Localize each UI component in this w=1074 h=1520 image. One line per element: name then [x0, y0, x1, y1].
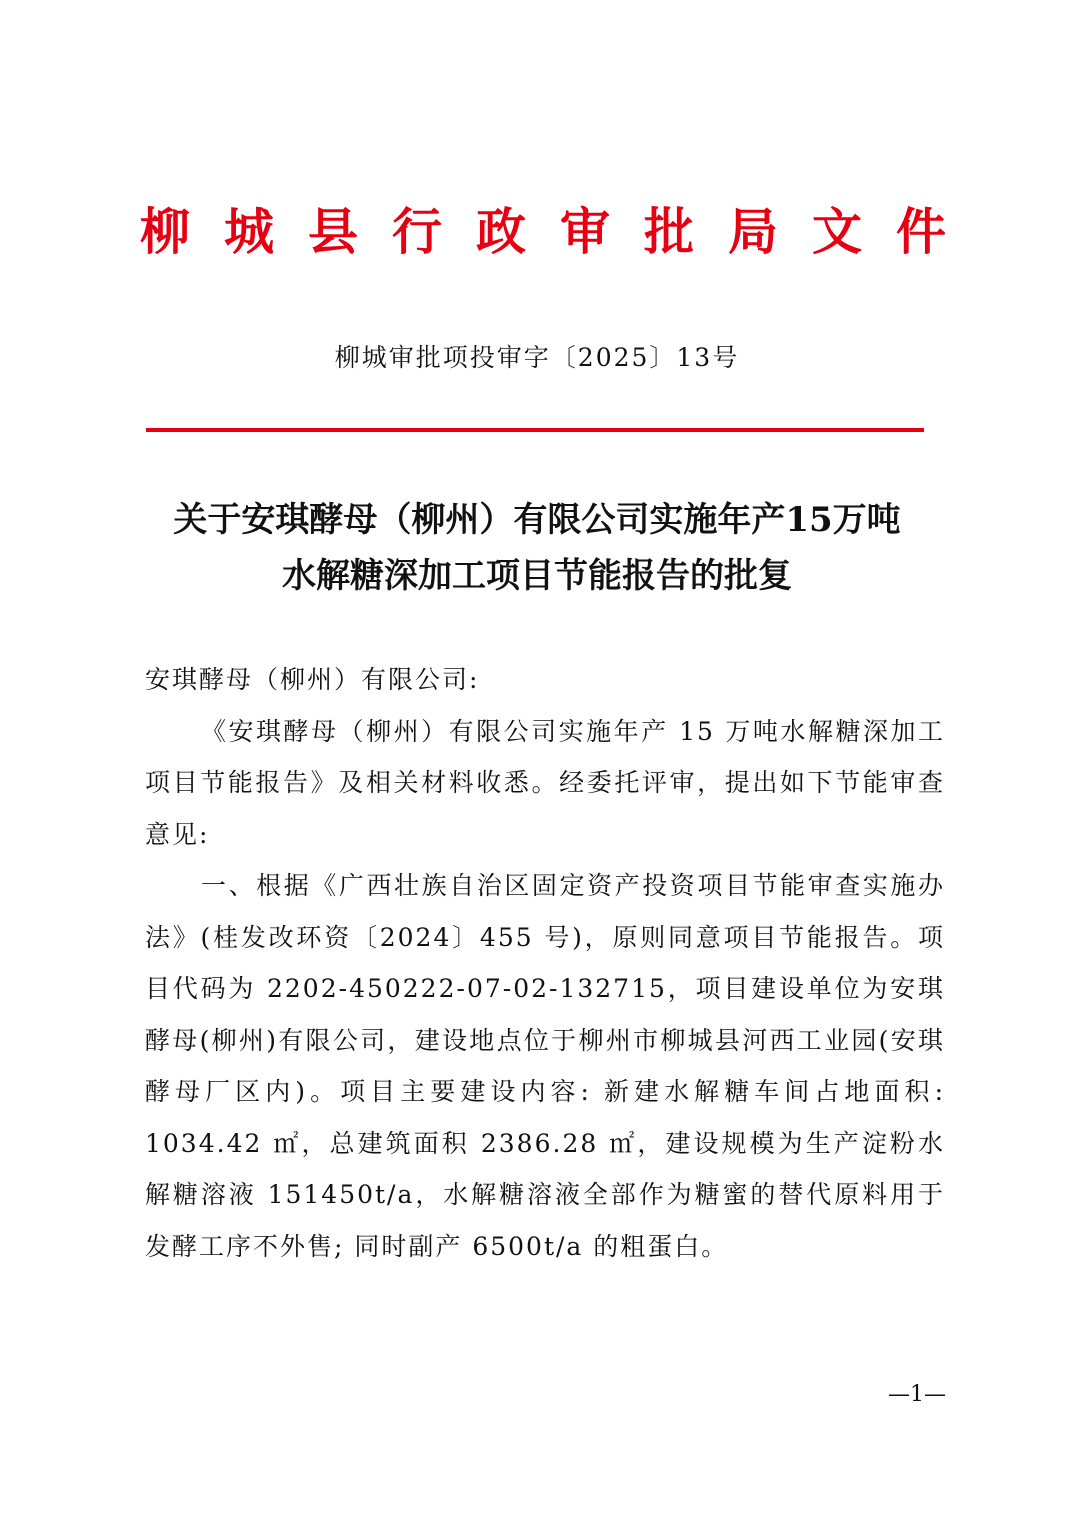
header-char: 件: [896, 202, 946, 261]
header-char: 文: [812, 202, 862, 261]
body-paragraph: 《安琪酵母（柳州）有限公司实施年产 15 万吨水解糖深加工项目节能报告》及相关材料收悉。经委托评审，提出如下节能审查意见:: [145, 716, 945, 849]
red-divider-line: [146, 428, 924, 432]
document-header-title: [140, 196, 946, 268]
header-char: 批: [644, 202, 694, 261]
header-char: 柳: [140, 202, 190, 261]
body-paragraph: 一、根据《广西壮族自治区固定资产投资项目节能审查实施办法》(桂发改环资〔2024〕455 号)，原则同意项目节能报告。项目代码为 2202-450222-07-02-132715，项目建设单位为安琪酵母(柳州)有限公司，建设地点位于柳州市柳城县河西工业园(安琪酵母厂区内)。项目主要建设内容: 新建水解糖车间占地面积: 1034.42 ㎡，总建筑面积 2386.28 ㎡，建设规模为生产淀粉水解糖溶液 151450t/a，水解糖溶液全部作为糖蜜的替代原料用于发酵工序不外售; 同时副产 6500t/a 的粗蛋白。: [145, 871, 945, 1261]
header-char: 局: [728, 202, 778, 261]
subject-line-2: 水解糖深加工项目节能报告的批复: [282, 556, 792, 596]
document-subject: [100, 492, 974, 604]
header-char: 县: [308, 202, 358, 261]
header-char: 城: [224, 202, 274, 261]
document-body: [145, 654, 945, 1272]
salutation: 安琪酵母（柳州）有限公司:: [145, 665, 480, 694]
header-char: 政: [476, 202, 526, 261]
subject-line-1: 关于安琪酵母（柳州）有限公司实施年产15万吨: [173, 500, 901, 540]
page-number: —1—: [888, 1382, 946, 1407]
header-char: 审: [560, 202, 610, 261]
header-char: 行: [392, 202, 442, 261]
document-number: 柳城审批项投审字〔2025〕13号: [334, 343, 740, 372]
